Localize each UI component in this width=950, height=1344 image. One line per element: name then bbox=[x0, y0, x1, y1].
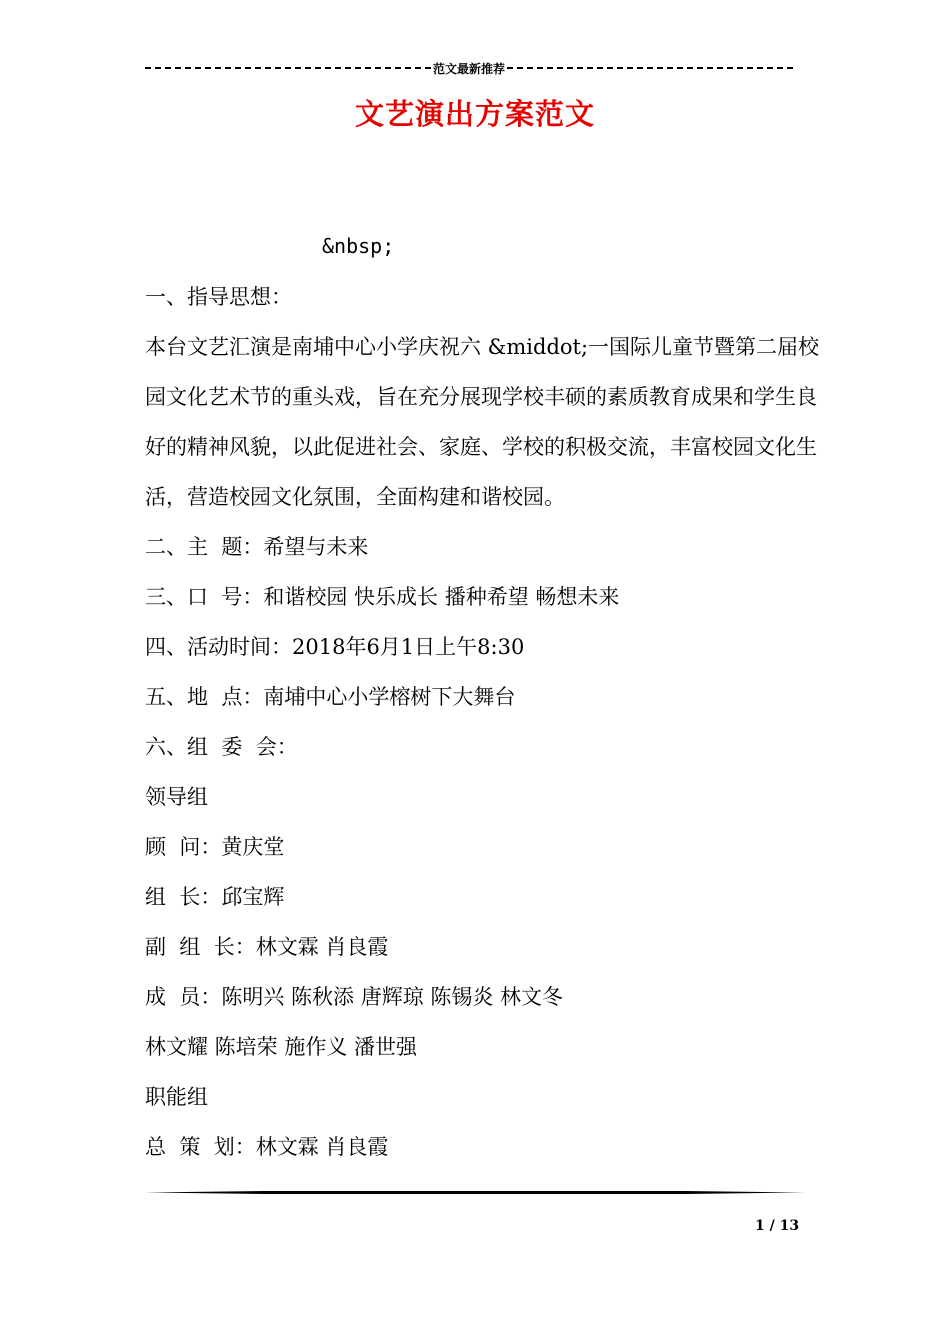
page-separator: / bbox=[769, 1218, 775, 1234]
nbsp-text: &nbsp; bbox=[322, 234, 395, 258]
section-slogan: 三、口 号：和谐校园 快乐成长 播种希望 畅想未来 bbox=[145, 585, 620, 609]
page-number bbox=[755, 1218, 799, 1234]
page-total: 13 bbox=[779, 1218, 800, 1234]
header-dash-left bbox=[145, 67, 431, 69]
paragraph-intro: 本台文艺汇演是南埔中心小学庆祝六 &middot;一国际儿童节暨第二届校园文化艺术节的重头戏，旨在充分展现学校丰硕的素质教育成果和学生良好的精神风貌，以此促进社会、家庭、学校的积极交流，丰富校园文化生活，营造校园文化氛围，全面构建和谐校园。 bbox=[145, 335, 820, 509]
footer-rule-graphic bbox=[145, 1190, 805, 1195]
section-location: 五、地 点：南埔中心小学榕树下大舞台 bbox=[145, 685, 516, 709]
section-guiding-idea: 一、指导思想： bbox=[145, 285, 292, 309]
section-time: 四、活动时间：2018年6月1日上午8:30 bbox=[145, 635, 525, 659]
footer-rule bbox=[145, 1190, 805, 1195]
section-theme: 二、主 题：希望与未来 bbox=[145, 535, 369, 559]
document-body bbox=[145, 272, 823, 1172]
group-leadership: 领导组 bbox=[145, 785, 208, 809]
header-dash-right bbox=[507, 67, 793, 69]
document-title: 文艺演出方案范文 bbox=[354, 97, 595, 131]
header-label: 范文最新推荐 bbox=[433, 61, 506, 76]
page-header bbox=[145, 58, 793, 78]
member-chief-planner: 总 策 划：林文霖 肖良霞 bbox=[145, 1135, 389, 1159]
member-list: 成 员：陈明兴 陈秋添 唐辉琼 陈锡炎 林文冬 bbox=[145, 985, 564, 1009]
group-functional: 职能组 bbox=[145, 1085, 208, 1109]
member-advisor: 顾 问：黄庆堂 bbox=[145, 835, 285, 859]
member-list-continued: 林文耀 陈培荣 施作义 潘世强 bbox=[145, 1035, 418, 1059]
page-current: 1 bbox=[755, 1218, 765, 1234]
section-committee: 六、组 委 会： bbox=[145, 735, 298, 759]
member-leader: 组 长：邱宝辉 bbox=[145, 885, 285, 909]
member-deputy-leader: 副 组 长：林文霖 肖良霞 bbox=[145, 935, 389, 959]
